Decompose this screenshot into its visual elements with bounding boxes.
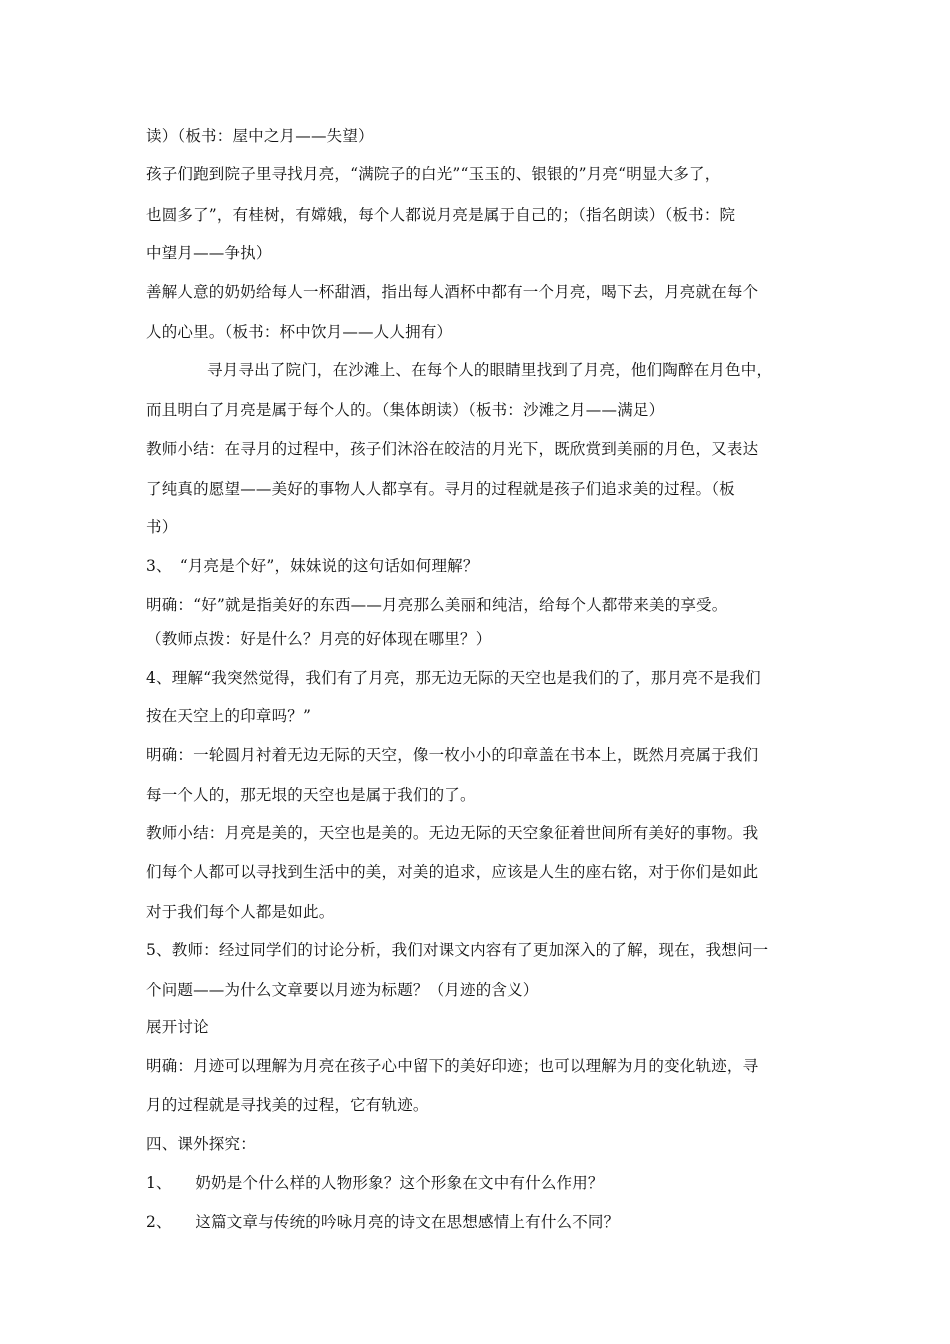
text-line-26: 月的过程就是寻找美的过程，它有轨迹。 [146, 1096, 429, 1114]
text-line-18: 每一个人的，那无垠的天空也是属于我们的了。 [146, 786, 476, 804]
text-line-17: 明确：一轮圆月衬着无边无际的天空，像一枚小小的印章盖在书本上，既然月亮属于我们 [146, 746, 759, 764]
text-line-21: 对于我们每个人都是如此。 [146, 903, 335, 921]
text-line-24: 展开讨论 [146, 1018, 209, 1036]
text-line-6: 人的心里。（板书：杯中饮月——人人拥有） [146, 323, 453, 341]
text-line-2: 孩子们跑到院子里寻找月亮，“满院子的白光”“玉玉的、银银的”月亮“明显大多了， [146, 165, 721, 183]
text-line-1: 读）（板书：屋中之月——失望） [146, 127, 374, 145]
text-line-25: 明确：月迹可以理解为月亮在孩子心中留下的美好印迹；也可以理解为月的变化轨迹，寻 [146, 1057, 759, 1075]
text-line-29: 2、 这篇文章与传统的吟咏月亮的诗文在思想感情上有什么不同？ [146, 1213, 620, 1231]
text-line-13: 明确：“好”就是指美好的东西——月亮那么美丽和纯洁，给每个人都带来美的享受。 [146, 596, 728, 614]
text-line-23: 个问题——为什么文章要以月迹为标题？（月迹的含义） [146, 981, 539, 999]
text-line-27: 四、课外探究： [146, 1135, 256, 1153]
text-line-3: 也圆多了”，有桂树，有嫦娥，每个人都说月亮是属于自己的；（指名朗读）（板书：院 [146, 206, 736, 224]
text-line-22: 5、教师：经过同学们的讨论分析，我们对课文内容有了更加深入的了解，现在，我想问一 [146, 941, 769, 959]
text-line-19: 教师小结：月亮是美的，天空也是美的。无边无际的天空象征着世间所有美好的事物。我 [146, 824, 759, 842]
text-line-5: 善解人意的奶奶给每人一杯甜酒，指出每人酒杯中都有一个月亮，喝下去，月亮就在每个 [146, 283, 759, 301]
text-line-28: 1、 奶奶是个什么样的人物形象？这个形象在文中有什么作用？ [146, 1174, 604, 1192]
text-line-16: 按在天空上的印章吗？” [146, 707, 312, 725]
text-line-15: 4、理解“我突然觉得，我们有了月亮，那无边无际的天空也是我们的了，那月亮不是我们 [146, 669, 761, 687]
text-line-10: 了纯真的愿望——美好的事物人人都享有。寻月的过程就是孩子们追求美的过程。（板 [146, 480, 735, 498]
text-line-7: 寻月寻出了院门，在沙滩上、在每个人的眼睛里找到了月亮，他们陶醉在月色中， [207, 361, 773, 379]
text-line-14: （教师点拨：好是什么？月亮的好体现在哪里？） [146, 630, 492, 648]
text-line-11: 书） [146, 518, 178, 536]
text-line-9: 教师小结：在寻月的过程中，孩子们沐浴在皎洁的月光下，既欣赏到美丽的月色，又表达 [146, 440, 759, 458]
text-line-4: 中望月——争执） [146, 244, 272, 262]
text-line-20: 们每个人都可以寻找到生活中的美，对美的追求，应该是人生的座右铭，对于你们是如此 [146, 863, 759, 881]
text-line-12: 3、 “月亮是个好”，妹妹说的这句话如何理解？ [146, 557, 479, 575]
text-line-8: 而且明白了月亮是属于每个人的。（集体朗读）（板书：沙滩之月——满足） [146, 401, 665, 419]
